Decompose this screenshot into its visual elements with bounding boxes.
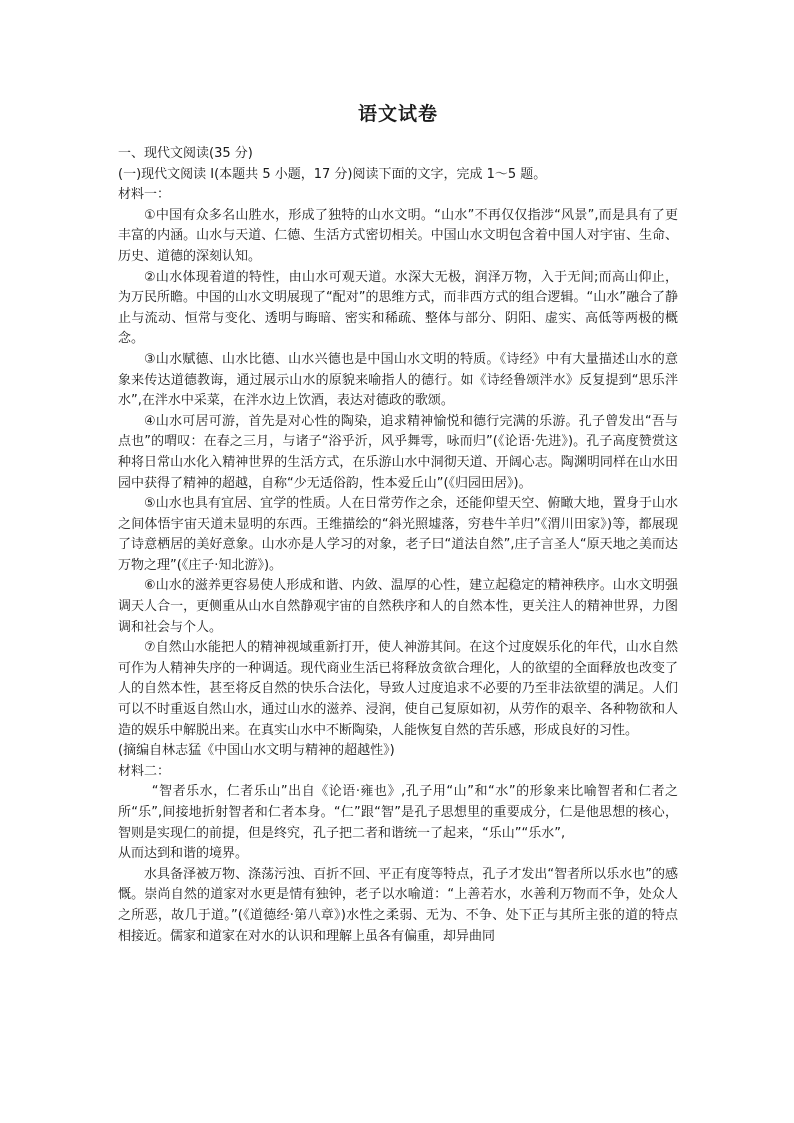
material1-paragraph: ④山水可居可游，首先是对心性的陶染，追求精神愉悦和德行完满的乐游。孔子曾发出“吾与点也”的喟叹：在春之三月，与诸子“浴乎沂，风乎舞雩，咏而归”(《论语·先进》)。孔子高度赞赏这种将日常山水化入精神世界的生活方式，在乐游山水中洞彻天道、开阔心志。陶渊明同样在山水田园中获得了精神的超越，自称“少无适俗韵，性本爱丘山”(《归园田居》)。	[118, 413, 678, 491]
material1-label: 材料一：	[118, 187, 171, 203]
material1-paragraph: ⑥山水的滋养更容易使人形成和谐、内敛、温厚的心性，建立起稳定的精神秩序。山水文明强调天人合一，更侧重从山水自然静观宇宙的自然秩序和人的自然本性，更关注人的精神世界，力图调和社会与个人。	[118, 578, 678, 635]
material1-paragraph: ①中国有众多名山胜水，形成了独特的山水文明。“山水”不再仅仅指涉“风景”,而是具有了更丰富的内涵。山水与天道、仁德、生活方式密切相关。中国山水文明包含着中国人对宇宙、生命、历史、道德的深刻认知。	[118, 207, 678, 264]
material1-paragraph: ⑤山水也具有宜居、宜学的性质。人在日常劳作之余，还能仰望天空、俯瞰大地，置身于山水之间体悟宇宙天道未显明的东西。王维描绘的“斜光照墟落，穷巷牛羊归”《渭川田家》)等，都展现了诗意栖居的美好意象。山水亦是人学习的对象，老子曰“道法自然”,庄子言圣人“原天地之美而达万物之理”(《庄子·知北游》)。	[118, 496, 678, 573]
page-title: 语文试卷	[357, 103, 438, 125]
material2-continuation: 从而达到和谐的境界。	[118, 846, 249, 862]
subsection-heading: (一)现代文阅读 I(本题共 5 小题，17 分)阅读下面的文字，完成 1～5 题。	[118, 166, 547, 182]
material2-label: 材料二：	[118, 763, 171, 779]
section-heading: 一、现代文阅读(35 分)	[118, 146, 253, 161]
material2-paragraph: 水具备泽被万物、涤荡污浊、百折不回、平正有度等特点，孔子才发出“智者所以乐水也”的感慨。崇尚自然的道家对水更是情有独钟，老子以水喻道：“上善若水，水善利万物而不争，处众人之所恶，故几于道。”(《道德经·第八章》)水性之柔弱、无为、不争、处下正与其所主张的道的特点相接近。儒家和道家在对水的认识和理解上虽各有偏重，却异曲同	[118, 866, 678, 944]
material1-paragraph: ②山水体现着道的特性，由山水可观天道。水深大无极，润泽万物，入于无间;而高山仰止，为万民所瞻。中国的山水文明展现了“配对”的思维方式，而非西方式的组合逻辑。“山水”融合了静止与流动、恒常与变化、透明与晦暗、密实和稀疏、整体与部分、阴阳、虚实、高低等两极的概念。	[118, 269, 678, 347]
material1-paragraph: ③山水赋德、山水比德、山水兴德也是中国山水文明的特质。《诗经》中有大量描述山水的意象来传达道德教诲，通过展示山水的原貌来喻指人的德行。如《诗经鲁颂泮水》反复提到“思乐泮水”,在泮水中采菜，在泮水边上饮酒，表达对德政的歌颂。	[118, 351, 678, 409]
material2-paragraph: “智者乐水，仁者乐山”出自《论语·雍也》,孔子用“山”和“水”的形象来比喻智者和仁者之所“乐”,间接地折射智者和仁者本身。“仁”跟“智”是孔子思想里的重要成分，仁是他思想的核心，智则是实现仁的前提，但是终究，孔子把二者和谐统一了起来，“乐山”“乐水”,	[118, 784, 678, 841]
material1-source: (摘编自林志猛《中国山水文明与精神的超越性》)	[118, 743, 395, 759]
exam-page	[118, 100, 678, 947]
material1-paragraph: ⑦自然山水能把人的精神视域重新打开，使人神游其间。在这个过度娱乐化的年代，山水自然可作为人精神失序的一种调适。现代商业生活已将释放贪欲合理化，人的欲望的全面释放也改变了人的自然本性，甚至将反自然的快乐合法化，导致人过度追求不必要的乃至非法欲望的满足。人们可以不时重返自然山水，通过山水的滋养、浸润，使自己复原如初，从劳作的艰辛、各种物欲和人造的娱乐中解脱出来。在真实山水中不断陶染，人能恢复自然的苦乐感，形成良好的习性。	[118, 640, 678, 738]
